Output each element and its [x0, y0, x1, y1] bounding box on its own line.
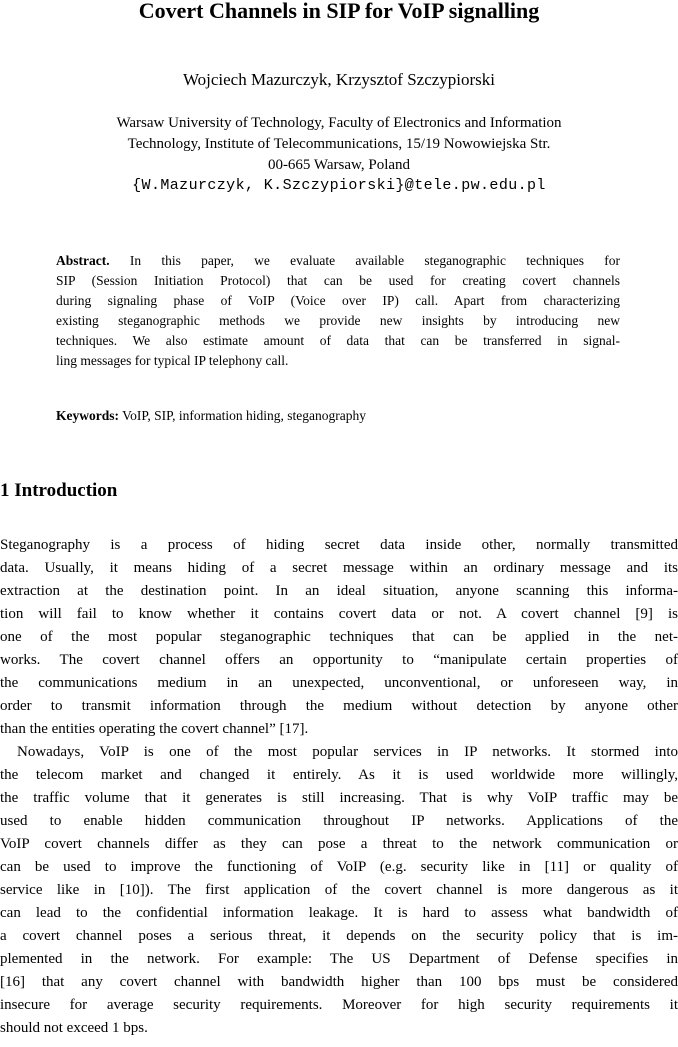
body-line: works. The covert channel offers an opportunity to “manipulate certain properties of	[0, 652, 678, 668]
affiliation-block	[0, 113, 678, 176]
body-line: the traffic volume that it generates is still increasing. That is why VoIP traffic may be	[0, 790, 678, 806]
abstract-line: existing steganographic methods we provide new insights by introducing new	[56, 313, 620, 328]
body-line: Nowadays, VoIP is one of the most popular services in IP networks. It stormed into	[17, 744, 678, 760]
body-line: tion will fail to know whether it contains covert data or not. A covert channel [9] is	[0, 606, 678, 622]
body-line: [16] that any covert channel with bandwidth higher than 100 bps must be considered	[0, 974, 678, 990]
body-line: VoIP covert channels differ as they can pose a threat to the network communication or	[0, 836, 678, 852]
body-line: service like in [10]). The first application of the covert channel is more dangerous as it	[0, 882, 678, 898]
email-line: {W.Mazurczyk, K.Szczypiorski}@tele.pw.edu.pl	[132, 177, 546, 194]
keywords-text: VoIP, SIP, information hiding, steganography	[122, 408, 367, 423]
body-line: than the entities operating the covert channel” [17].	[0, 721, 309, 737]
body-line: can be used to improve the functioning of VoIP (e.g. security like in [11] or quality of	[0, 859, 678, 875]
authors-line: Wojciech Mazurczyk, Krzysztof Szczypiorski	[182, 70, 496, 89]
abstract-label: Abstract.	[56, 253, 110, 268]
body-line: Steganography is a process of hiding secret data inside other, normally transmitted	[0, 537, 678, 553]
abstract-line: ling messages for typical IP telephony call.	[56, 353, 289, 368]
body-line: used to enable hidden communication throughout IP networks. Applications of the	[0, 813, 678, 829]
affiliation-line: Warsaw University of Technology, Faculty of Electronics and Information	[116, 115, 562, 131]
abstract-line	[56, 251, 620, 271]
body-line: can lead to the confidential information leakage. It is hard to assess what bandwidth of	[0, 905, 678, 921]
keywords-label: Keywords:	[56, 408, 119, 423]
paragraph	[0, 741, 678, 1040]
body-line: one of the most popular steganographic techniques that can be applied in the net-	[0, 629, 678, 645]
affiliation-line: 00-665 Warsaw, Poland	[267, 157, 411, 173]
abstract-line: during signaling phase of VoIP (Voice over IP) call. Apart from characterizing	[56, 293, 620, 308]
paragraph	[0, 534, 678, 741]
body-line: insecure for average security requirements. Moreover for high security requirements it	[0, 997, 678, 1013]
abstract-block	[56, 251, 620, 371]
body-line: the telecom market and changed it entirely. As it is used worldwide more willingly,	[0, 767, 678, 783]
affiliation-line: Technology, Institute of Telecommunications, 15/19 Nowowiejska Str.	[127, 136, 551, 152]
body-line: plemented in the network. For example: The US Department of Defense specifies in	[0, 951, 678, 967]
section-heading: 1 Introduction	[0, 480, 118, 501]
body-line: a covert channel poses a serious threat, it depends on the security policy that is im-	[0, 928, 678, 944]
page-title: Covert Channels in SIP for VoIP signalling	[138, 0, 540, 23]
abstract-line: techniques. We also estimate amount of data that can be transferred in signal-	[56, 333, 620, 348]
body-line: extraction at the destination point. In an ideal situation, anyone scanning this informa-	[0, 583, 678, 599]
body-line: the communications medium in an unexpected, unconventional, or unforeseen way, in	[0, 675, 678, 691]
keywords-line	[56, 406, 620, 426]
body-line: should not exceed 1 bps.	[0, 1020, 148, 1036]
abstract-line: SIP (Session Initiation Protocol) that can be used for creating covert channels	[56, 273, 620, 288]
body-line: order to transmit information through the medium without detection by anyone other	[0, 698, 678, 714]
introduction-body	[0, 534, 678, 1040]
body-line: data. Usually, it means hiding of a secret message within an ordinary message and its	[0, 560, 678, 576]
abstract-text: In this paper, we evaluate available steganographic techniques for	[129, 253, 621, 268]
